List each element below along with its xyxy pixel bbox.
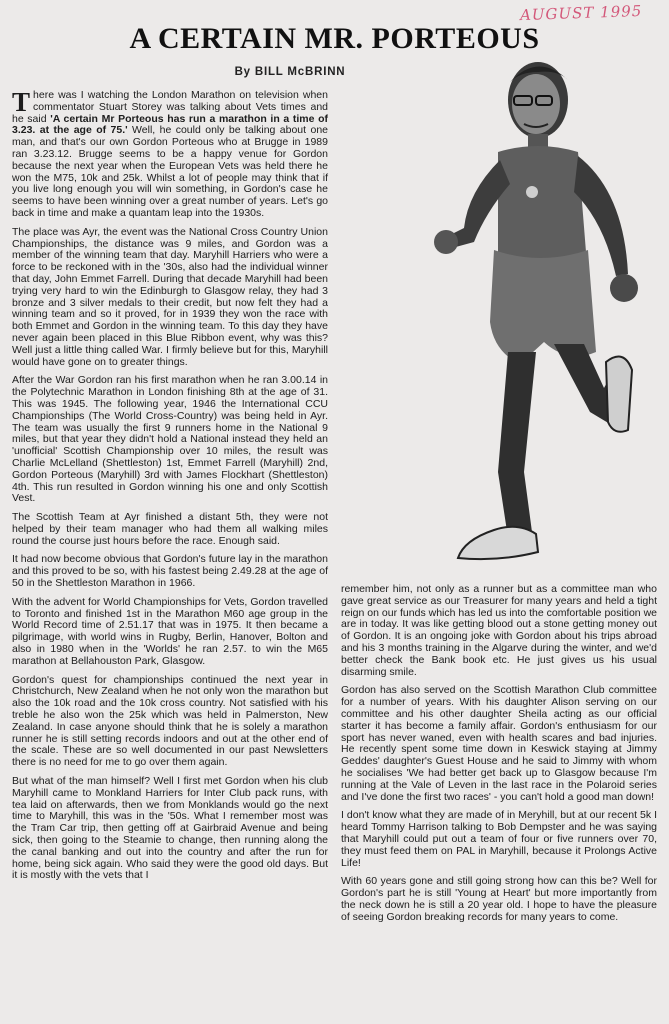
paragraph-text: here was I watching the London Marathon on television when commentator Stuart Storey was talking about Vets times and he said	[12, 89, 328, 125]
paragraph: I don't know what they are made of in Meryhill, but at our recent 5k I heard Tommy Harrison talking to Bob Dempster and he was saying that Maryhill could put out a team of four or five runners over 70, they must feed them on PAL in Maryhill, because it Prolongs Active Life!	[341, 809, 657, 869]
paragraph	[12, 87, 328, 220]
article-title: A CERTAIN MR. PORTEOUS	[129, 22, 540, 55]
left-column	[12, 87, 328, 889]
quote-emphasis: 'A certain Mr Porteous has run a marathon in a time of 3.23. at the age of 75.'	[12, 112, 328, 137]
handwritten-date: AUGUST 1995	[519, 1, 643, 25]
paragraph: Gordon has also served on the Scottish Marathon Club committee for a number of years. With his daughter Alison serving on our committee and his other daughter Sheila acting as our official starter it has become a family affair. Gordon's enthusiasm for our sport has never waned, even with health scares and bad injuries. He recently spent some time down in Keswick staying at Jimmy Geddes' daughter's Guest House and he said to Jimmy with whom he socialises 'We had better get back up to Glasgow because I'm running at the Vale of Leven in the last race in the Polaroid series and I've done the first two races' - you can't hold a good man down!	[341, 684, 657, 803]
drop-cap: T	[12, 87, 31, 117]
paragraph: With 60 years gone and still going strong how can this be? Well for Gordon's part he is still 'Young at Heart' but more importantly from the neck down he is still a 20 year old. I hope to have the pleasure of seeing Gordon breaking records for many years to come.	[341, 875, 657, 923]
byline: By BILL McBRINN	[234, 66, 346, 78]
paragraph: With the advent for World Championships for Vets, Gordon travelled to Toronto and finished 1st in the Marathon M60 age group in the World Record time of 2.51.17 that was in 1975. It then became a pilgrimage, with world wins in Rugby, Berlin, Hanover, Bolton and also in 1980 when in the 'Worlds' he ran 2.57. to win the M65 marathon at Bellahouston Park, Glasgow.	[12, 595, 328, 667]
paragraph: After the War Gordon ran his first marathon when he ran 3.00.14 in the Polytechnic Marathon in London finishing 8th at the age of 31. This was 1945. The following year, 1946 the International CCU Championships (The World Cross-Country) was being held in Ayr. The team was usually the first 9 runners home in the National 9 miles, but that year they didn't hold a National instead they held an 'unofficial' Scottish Championship over 10 miles, the result was Charlie McLelland (Shettleston) 1st, Emmet Farrell (Maryhill) 2nd, Gordon Porteous (Maryhill) 3rd with James Flockhart (Shettleston) 4th. This run resulted in Gordon winning his one and only Scottish Vest.	[12, 374, 328, 505]
paragraph: The place was Ayr, the event was the National Cross Country Union Championships, the distance was 9 miles, and Gordon was a member of the winning team that day. Maryhill Harriers who were a force to be reckoned with in the '30s, also had the individual winner that day, John Emmet Farrell. During that decade Maryhill had been trying very hard to win the Edinburgh to Glasgow relay, they had 3 bronze and 3 silver medals to their credit, but now felt they had a winning team and so it proved, for in 1939 they won the race with both Emmet and Gordon in the winning team. To this day they have never again been placed in this Blue Ribbon event, why was this? Well just a little thing called War. I firmly believe but for this, Maryhill would have gone on to greater things.	[12, 225, 328, 368]
paragraph-text: Well, he could only be talking about one man, and that's our own Gordon Porteous who at Brugge in 1989 ran 3.23.12. Brugge seems to be a happy venue for Gordon because the next year when the European Vets was held there he won the M75, 10k and 25k. Whilst a lot of people may think that if you live long enough you will win something, in Gordon's case he seems to have been winning over a great number of years. Let's go back in time and make a quantam leap into the 1930s.	[12, 124, 328, 219]
paragraph: remember him, not only as a runner but as a committee man who gave great service as our Treasurer for many years and held a tight reign on our funds which has led us into the comfortable position we are in today. It was like getting blood out a stone getting money out of Gordon. It is an ongoing joke with Gordon about his trips abroad and his 3 months training in the Algarve during the winter, and we'd better check the Bank book etc. He just gives us his usual disarming smile.	[341, 583, 657, 678]
paragraph: It had now become obvious that Gordon's future lay in the marathon and this proved to be so, with his fastest being 2.49.28 at the age of 50 in the Shettleston Marathon in 1966.	[12, 553, 328, 590]
paragraph: But what of the man himself? Well I first met Gordon when his club Maryhill came to Monkland Harriers for Inter Club pack runs, with tea laid on afterwards, then we from Monklands would go the next time to Maryhill, this was in the '50s. What I remember most was the Tram Car trip, then getting off at Gairbraid Avenue and being sick, then going to the Steamie to change, then running along the the canal banking and out into the country and after the run for home, being sick again. Who said they were the good old days. But it is mostly with the vets that I	[12, 775, 328, 882]
right-column	[341, 584, 657, 931]
paragraph: Gordon's quest for championships continued the next year in Christchurch, New Zealand when he not only won the marathon but also the 10k road and the 10k cross country. Not satisfied with his treble he also won the 25k which was held in Palmerston, New Zealand. In case anyone should think that he is solely a marathon runner he is still setting records indoors and out at the other end of the scale. These are so well documented in our past Newsletters there is no need for me to go over them again.	[12, 673, 328, 769]
paragraph: The Scottish Team at Ayr finished a distant 5th, they were not helped by their team manager who had them all walking miles round the course just hours before the race. Enough said.	[12, 511, 328, 547]
runner-photo	[428, 52, 660, 582]
